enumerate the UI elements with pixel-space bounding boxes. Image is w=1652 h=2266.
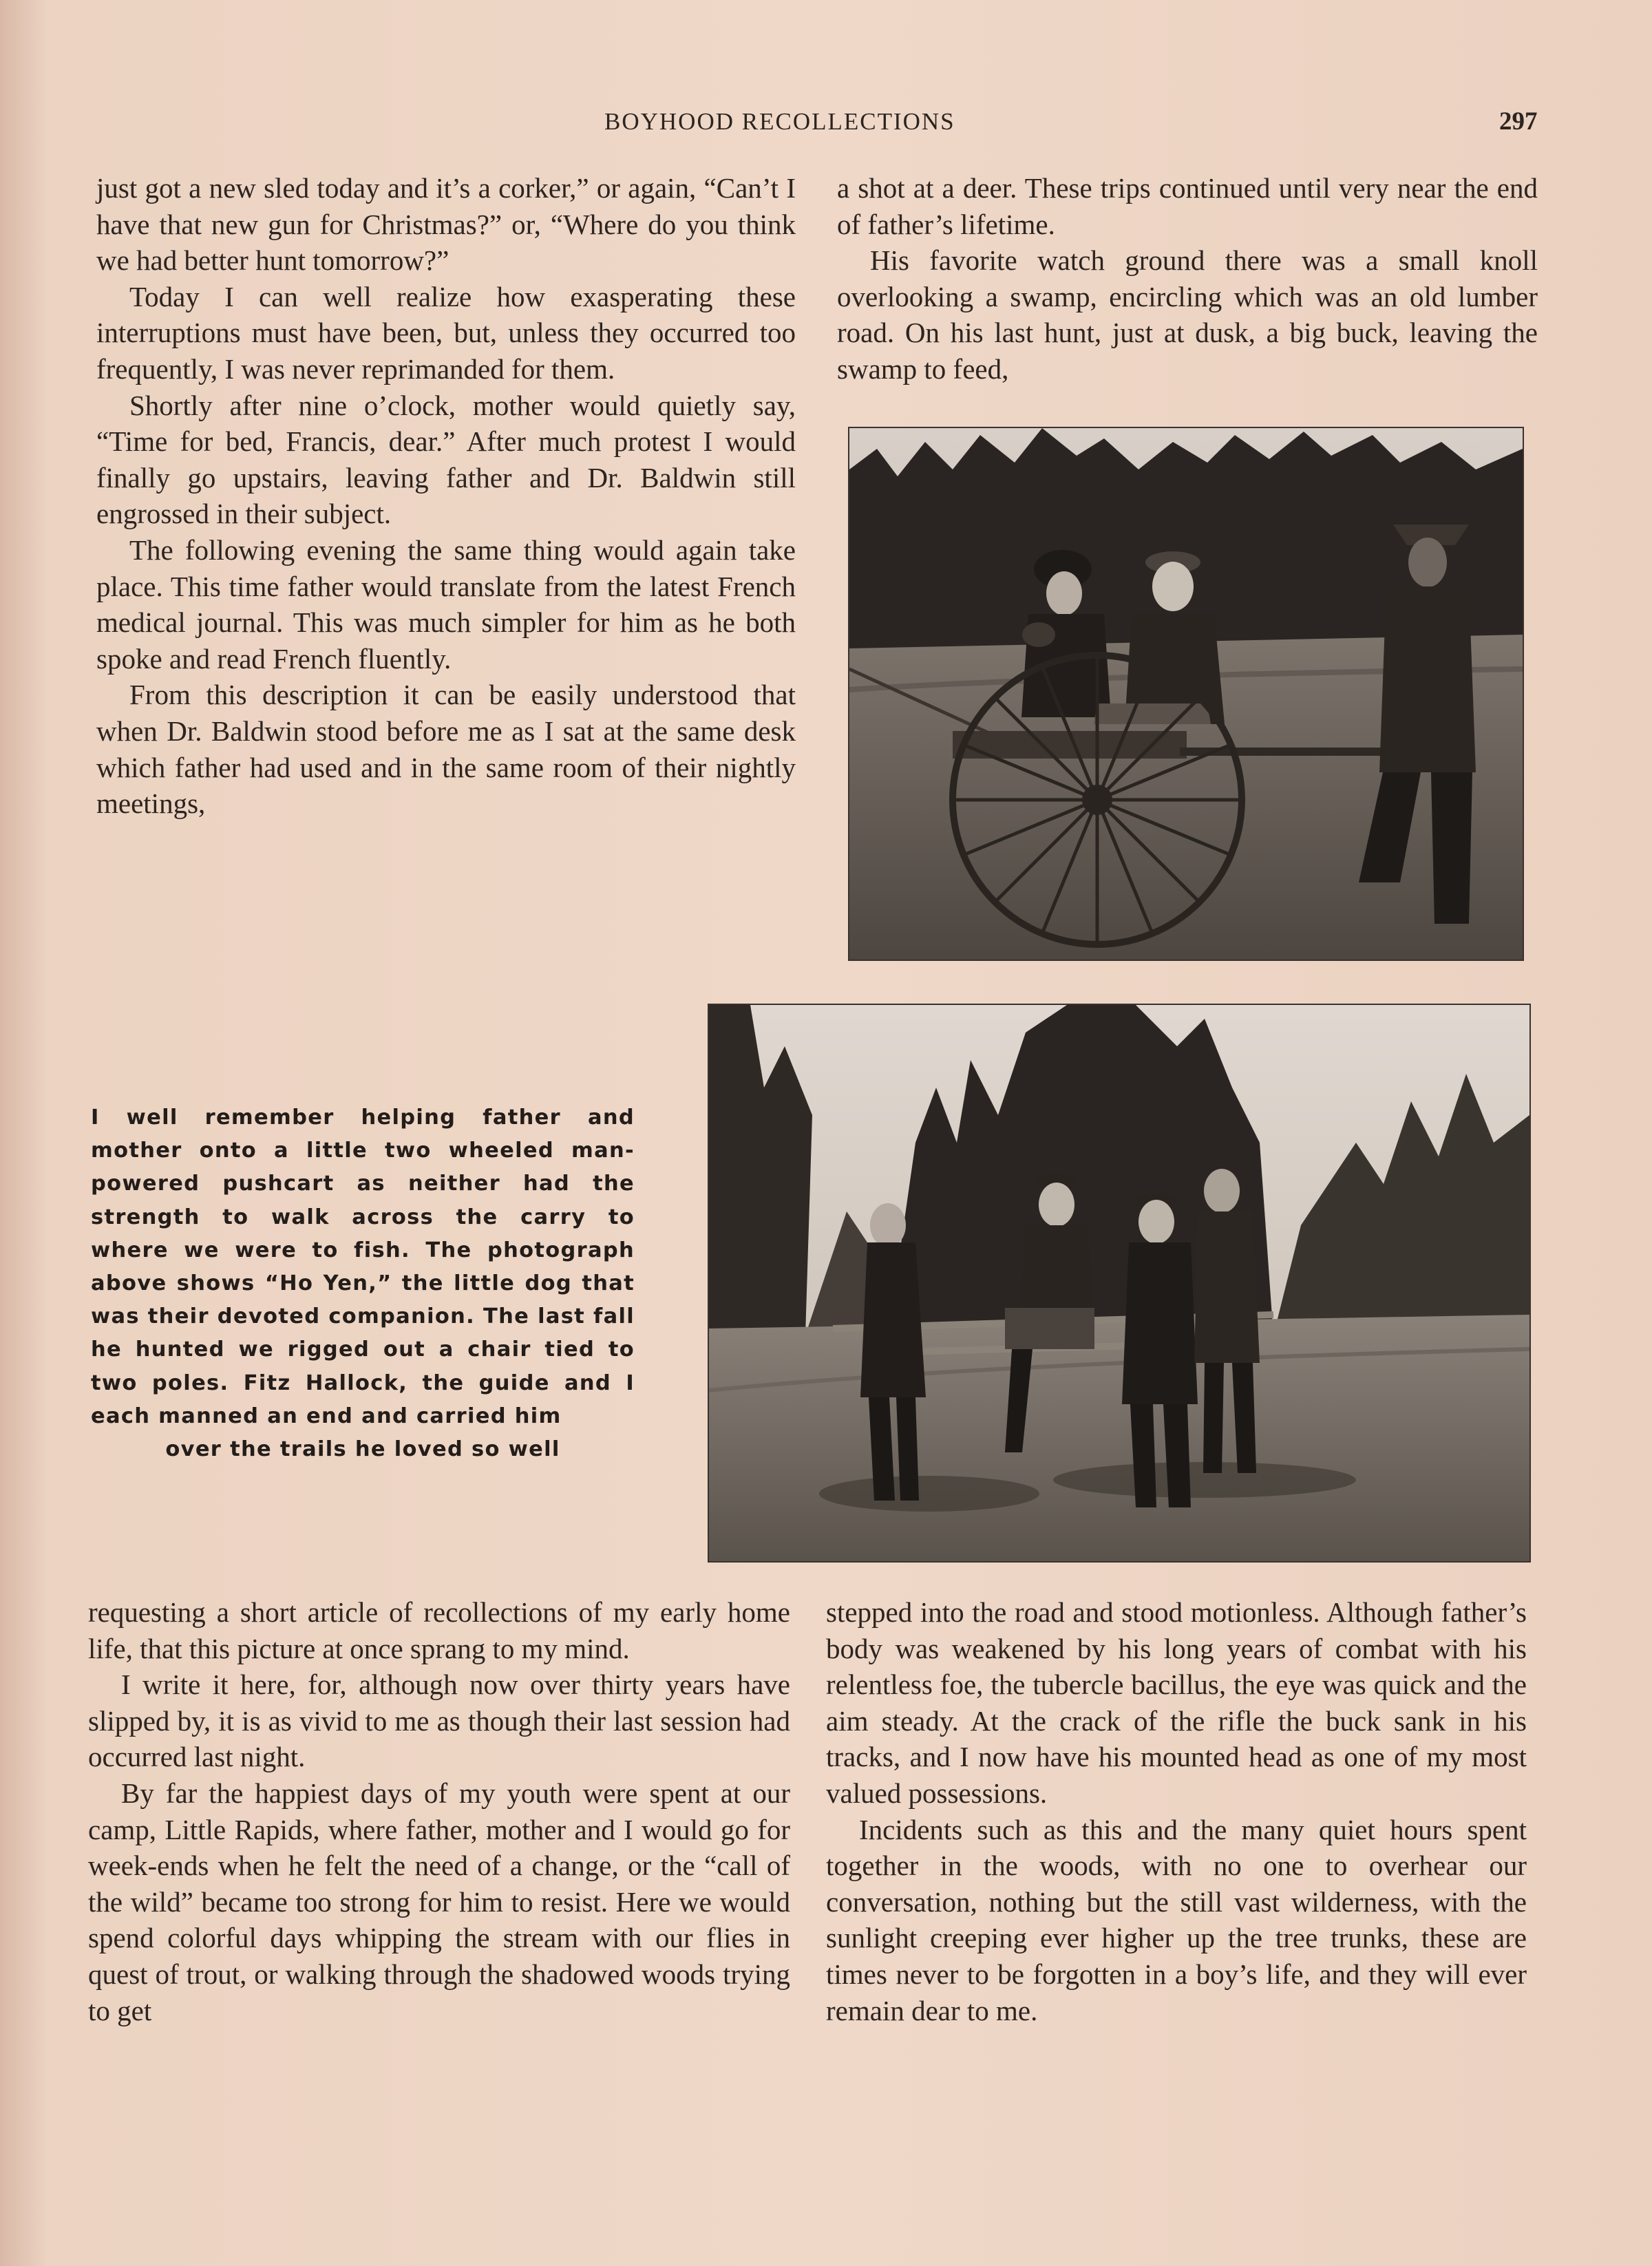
running-head: BOYHOOD RECOLLECTIONS — [604, 108, 955, 135]
photo-caption — [91, 1101, 635, 1466]
paragraph: Today I can well realize how exasperating these interruptions must have been, but, unless they occurred too frequently, I was never reprimanded for them. — [96, 280, 796, 385]
paragraph: a shot at a deer. These trips continued until very near the end of father’s lifetime. — [837, 172, 1538, 240]
page-number: 297 — [1499, 107, 1538, 136]
paragraph: Incidents such as this and the many quiet hours spent together in the woods, with no one to overhear our conversation, nothing but the still vast wilderness, with the sunlight creeping ever higher up the tree trunks, these are times never to be forgotten in a boy’s life, and they will ever remain dear to me. — [826, 1813, 1527, 2026]
photo-pushcart — [848, 427, 1524, 961]
paragraph: just got a new sled today and it’s a corker,” or again, “Can’t I have that new gun for Christmas?” or, “Where do you think we had better hunt tomorrow?” — [96, 172, 796, 277]
column-left-bottom — [88, 1594, 790, 2029]
photo-chair-carry — [708, 1004, 1531, 1563]
column-right-top — [837, 170, 1538, 388]
caption-last-line: over the trails he loved so well — [165, 1437, 560, 1462]
paragraph: I write it here, for, although now over thirty years have slipped by, it is as vivid to me as though their last session had occurred last night. — [88, 1669, 790, 1773]
column-left-top — [96, 170, 796, 822]
caption-body: I well remember helping father and mother onto a little two wheeled man-powered pushcart as neither had the strength to walk across the carry to where we were to fish. The photograph above shows “Ho Yen,” the little dog that was their devoted companion. The last fall he hunted we rigged out a chair tied to two poles. Fitz Hallock, the guide and I each manned an end and carried him — [91, 1105, 635, 1428]
page-header — [0, 105, 1652, 139]
paragraph: The following evening the same thing would again take place. This time father would translate from the latest French medical journal. This was much simpler for him as he both spoke and read French fluently. — [96, 533, 796, 675]
paragraph: His favorite watch ground there was a small knoll overlooking a swamp, encircling which was an old lumber road. On his last hunt, just at dusk, a big buck, leaving the swamp to feed, — [837, 244, 1538, 385]
paragraph: requesting a short article of recollections of my early home life, that this picture at once sprang to my mind. — [88, 1596, 790, 1664]
paragraph: stepped into the road and stood motionless. Although father’s body was weakened by his long years of combat with his relentless foe, the tubercle bacillus, the eye was quick and the aim steady. At the crack of the rifle the buck sank in his tracks, and I now have his mounted head as one of my most valued possessions. — [826, 1596, 1527, 1809]
column-right-bottom — [826, 1594, 1527, 2029]
paragraph: Shortly after nine o’clock, mother would quietly say, “Time for bed, Francis, dear.” After much protest I would finally go upstairs, leaving father and Dr. Baldwin still engrossed in their subject. — [96, 389, 796, 530]
paragraph: By far the happiest days of my youth were spent at our camp, Little Rapids, where father, mother and I would go for week-ends when he felt the need of a change, or the “call of the wild” became too strong for him to resist. Here we would spend colorful days whipping the stream with our flies in quest of trout, or walking through the shadowed woods trying to get — [88, 1777, 790, 2026]
paragraph: From this description it can be easily understood that when Dr. Baldwin stood before me as I sat at the same desk which father had used and in the same room of their nightly meetings, — [96, 679, 796, 820]
